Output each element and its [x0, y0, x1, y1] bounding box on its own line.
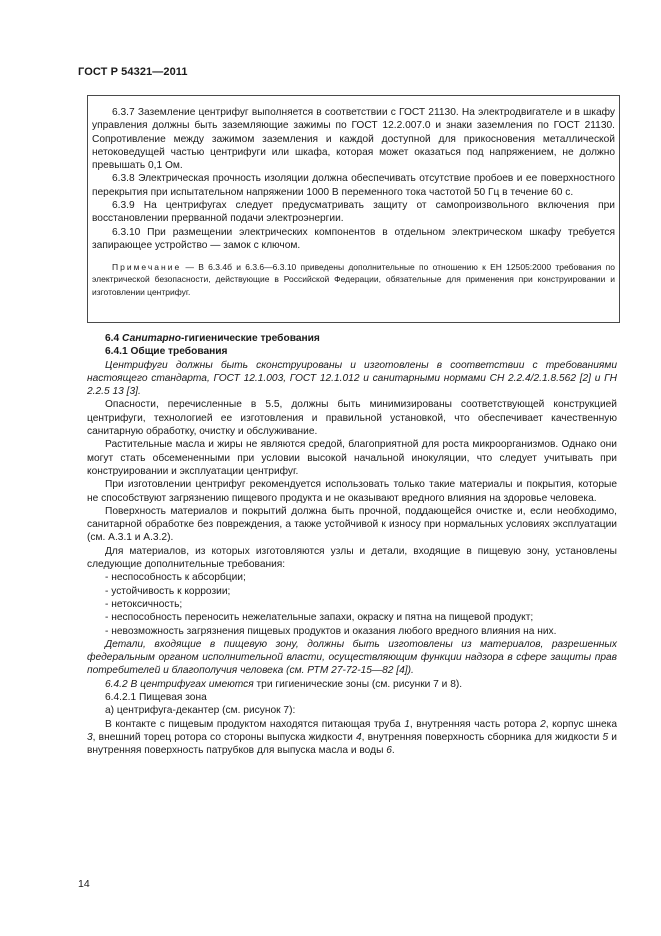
- ref-number: 6: [386, 745, 392, 757]
- paragraph-1: Опасности, перечисленные в 5.5, должны быть минимизированы соответствующей конструкцией центрифуги, технологией ее изготовления и правильной установкой, что обеспечивает качественную санитарную обработку, очистку и обслуживание.: [87, 399, 617, 438]
- ref-number: 3: [87, 731, 93, 743]
- list-item: - устойчивость к коррозии;: [105, 585, 617, 598]
- list-item: - невозможность загрязнения пищевых продуктов и оказания любого вредного влияния на них.: [105, 625, 617, 638]
- section-6-4-heading: [87, 332, 617, 345]
- requirements-list: [87, 571, 617, 637]
- clause-6-4-2-rest: три гигиенические зоны (см. рисунки 7 и 8).: [253, 678, 463, 690]
- ref-number: 1: [404, 718, 410, 730]
- text-part: В контакте с пищевым продуктом находятся питающая труба: [105, 718, 405, 730]
- text-part: и внутренняя поверхность патрубков для выпуска масла и воды: [87, 731, 617, 757]
- section-title-rest: -гигиенические требования: [180, 333, 320, 344]
- clause-6-4-2-italic: 6.4.2 В центрифугах имеются: [105, 678, 254, 690]
- paragraph-5: Для материалов, из которых изготовляются узлы и детали, входящие в пищевую зону, установлены следующие дополнительные требования:: [87, 545, 617, 571]
- page-number: 14: [78, 878, 90, 890]
- paragraph-2: Растительные масла и жиры не являются средой, благоприятной для роста микроорганизмов. Однако они могут стать обсемененными при условии высокой начальной инокуляции, что следует учитывать при конструировании и эксплуатации центрифуг.: [87, 439, 617, 477]
- clause-6-3-9: 6.3.9 На центрифугах следует предусматривать защиту от самопроизвольного включения при восстановлении прерванной подачи электроэнергии.: [92, 200, 615, 225]
- list-item: - неспособность переносить нежелательные запахи, окраску и пятна на пищевой продукт;: [105, 611, 617, 624]
- note: [92, 261, 615, 298]
- clause-6-4-2-1: 6.4.2.1 Пищевая зона: [105, 692, 207, 704]
- text-part: , корпус шнека: [545, 718, 618, 730]
- paragraph-4: Поверхность материалов и покрытий должна быть прочной, поддающейся очистке и, если необходимо, санитарной обработке без повреждения, а также устойчивой к износу при нормальных условиях эксплуатации (см. А.3.1 и А.3.2).: [87, 505, 617, 544]
- section-6-4-1-heading: 6.4.1 Общие требования: [105, 346, 228, 358]
- note-text: — В 6.3.4б и 6.3.6—6.3.10 приведены дополнительные по отношению к ЕН 12505:2000 требования по электрической безопасности, действующие в Российской Федерации, обязательные для применения при конструировании и изготовлении центрифуг.: [92, 262, 615, 297]
- clause-6-3-7: 6.3.7 Заземление центрифуг выполняется в соответствии с ГОСТ 21130. На электродвигателе и в шкафу управления должны быть заземляющие зажимы по ГОСТ 12.2.007.0 и знаки заземления по ГОСТ 21130. Сопротивление между зажимом заземления и каждой доступной для прикосновения металлической нетоковедущей частью центрифуги или шкафа, которая может оказаться под напряжением, не должно превышать 0,1 Ом.: [92, 107, 615, 172]
- paragraph-3: При изготовлении центрифуг рекомендуется использовать только такие материалы и покрытия, которые не способствуют загрязнению пищевого продукта и не оказывают вредного влияния на здоровье человека.: [87, 479, 617, 504]
- text-part: , внешний торец ротора со стороны выпуска жидкости: [92, 731, 356, 743]
- paragraph-italic-1: Центрифуги должны быть сконструированы и изготовлены в соответствии с требованиями настоящего стандарта, ГОСТ 12.1.003, ГОСТ 12.1.012 и санитарными нормами СН 2.2.4/2.1.8.562 [2] и ГН 2.2.5 13 [3].: [87, 359, 617, 398]
- requirements-box-content: [92, 106, 615, 298]
- ref-number: 2: [540, 718, 546, 730]
- paragraph-italic-2: Детали, входящие в пищевую зону, должны быть изготовлены из материалов, разрешенных федеральным органом исполнительной власти, осуществляющим функции надзора в сфере защиты прав потребителей и благополучия человека (см. РТМ 27-72-15—82 [4]).: [87, 638, 617, 677]
- clause-6-3-10: 6.3.10 При размещении электрических компонентов в отдельном электрическом шкафу требуется запирающее устройство — замок с ключом.: [92, 226, 615, 251]
- document-header: ГОСТ Р 54321—2011: [78, 66, 188, 78]
- list-item: - неспособность к абсорбции;: [105, 571, 617, 584]
- paragraph-last: [87, 718, 617, 758]
- ref-number: 5: [602, 731, 609, 743]
- section-number: 6.4: [105, 333, 122, 344]
- requirements-box: [87, 95, 620, 323]
- list-item: - нетоксичность;: [105, 598, 617, 611]
- main-text: [87, 332, 617, 758]
- text-part: , внутренняя часть ротора: [409, 718, 541, 730]
- text-part: , внутренняя поверхность сборника для жидкости: [361, 731, 603, 743]
- item-a: а) центрифуга-декантер (см. рисунок 7):: [105, 705, 296, 717]
- clause-6-3-8: 6.3.8 Электрическая прочность изоляции должна обеспечивать отсутствие пробоев и ее поверхностного перекрытия при испытательном напряжении 1000 В переменного тока частотой 50 Гц в течение 60 с.: [92, 173, 615, 198]
- text-part: .: [391, 745, 395, 757]
- ref-number: 4: [355, 731, 362, 743]
- clause-6-4-2: [87, 678, 617, 691]
- section-title-italic: Санитарно: [122, 333, 181, 344]
- note-label: Примечание: [112, 262, 182, 273]
